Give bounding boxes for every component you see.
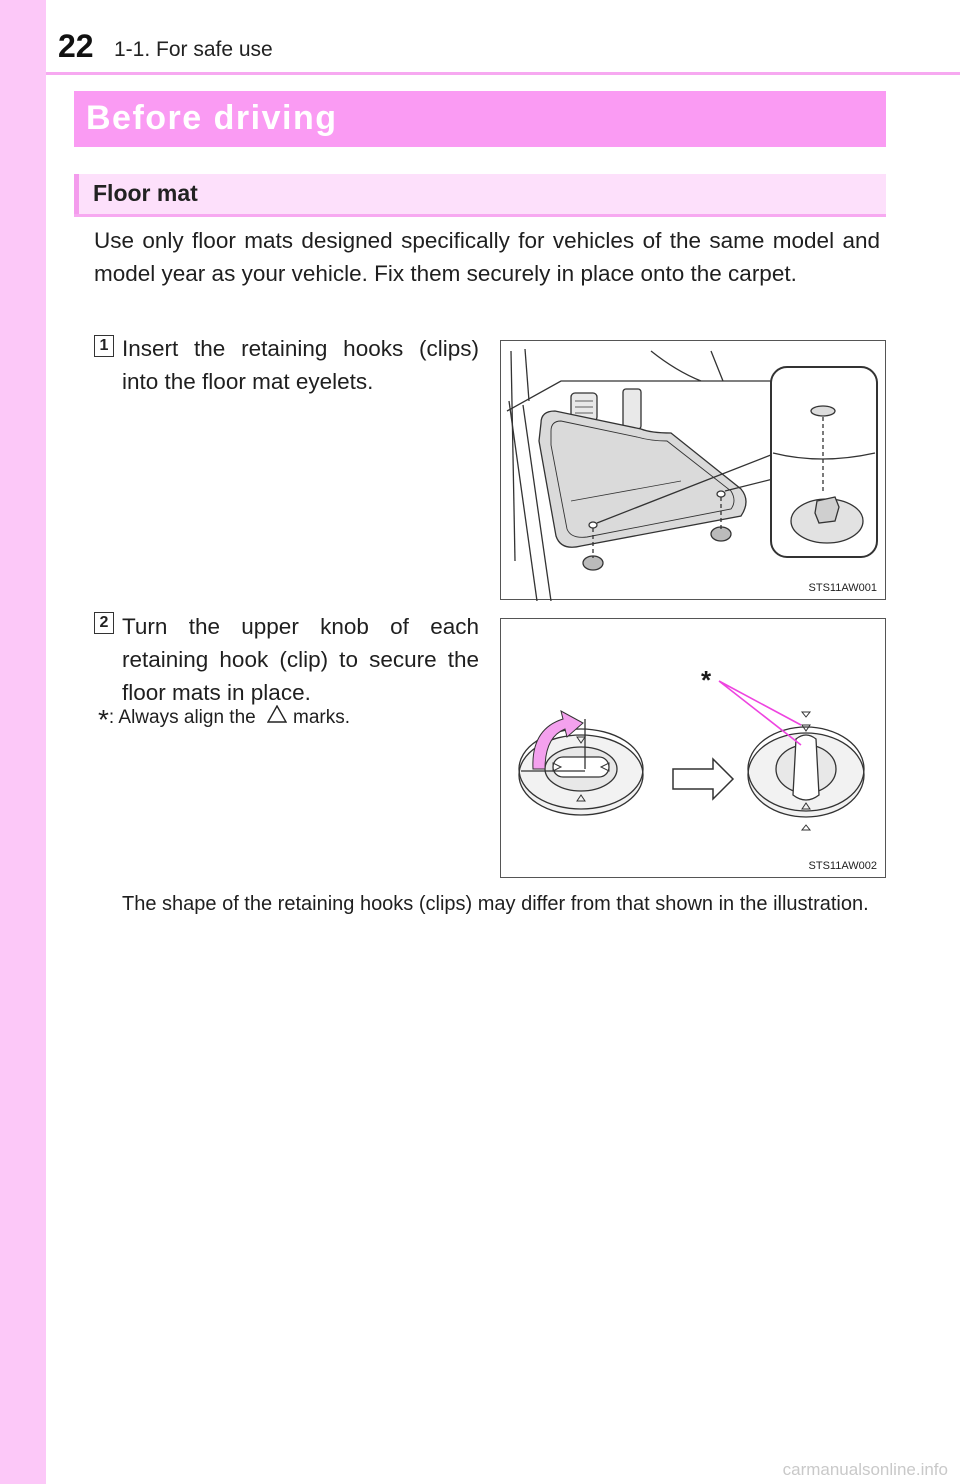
footnote: The shape of the retaining hooks (clips) may differ from that shown in the illustration. [122,893,869,915]
section-title-bar [74,91,886,147]
section-title: Before driving [86,99,338,137]
page-margin-band [0,0,46,1484]
figure-code-2: STS11AW002 [808,860,877,872]
figure-turn-knob [500,618,886,878]
alignment-note [98,704,350,736]
watermark: carmanualsonline.info [782,1460,948,1479]
note-suffix: marks. [293,707,350,728]
note-prefix: : Always align the [108,707,256,728]
floor-mat-illustration [501,341,887,601]
subsection-title: Floor mat [93,180,198,206]
triangle-mark-icon [267,705,287,729]
step-2-text: Turn the upper knob of each retaining hook (clip) to secure the floor mats in place. [122,614,479,705]
step-number-2: 2 [94,612,114,634]
note-marker: * [98,704,109,735]
subsection-rule [74,214,886,217]
subsection-bar [74,174,886,214]
header-rule [46,72,960,75]
figure-floor-mat-hooks [500,340,886,600]
figure-code-1: STS11AW001 [808,582,877,594]
step-1-text: Insert the retaining hooks (clips) into the floor mat eyelets. [122,336,479,394]
intro-paragraph: Use only floor mats designed specifically for vehicles of the same model and model year as your vehicle. Fix them securely in place onto the carpet. [94,228,880,286]
section-reference: 1-1. For safe use [114,38,273,61]
figure-annotation-marker: * [701,665,712,695]
step-number-1: 1 [94,335,114,357]
turn-knob-illustration [501,619,887,879]
page-number: 22 [58,28,94,64]
